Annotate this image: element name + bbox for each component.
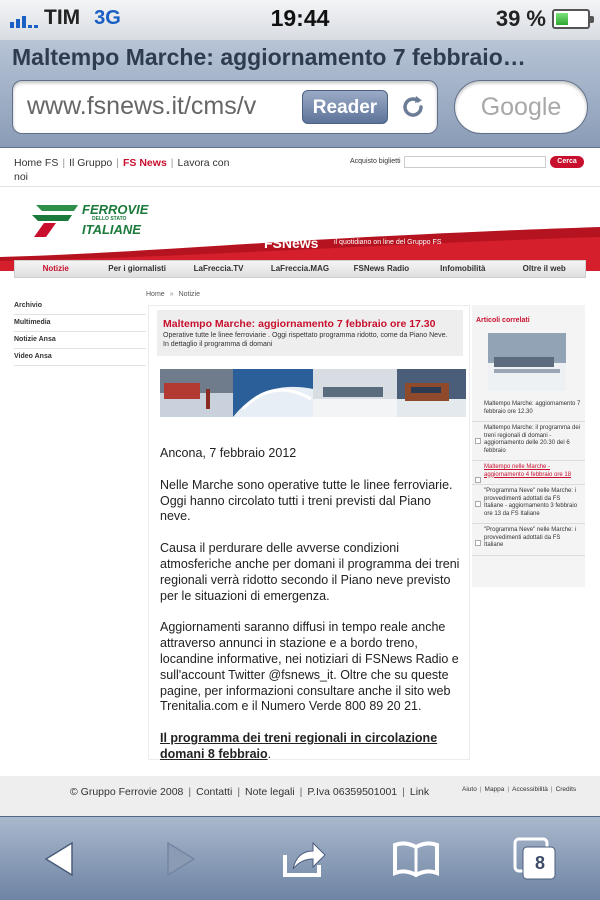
sidebar-item-notizie-ansa[interactable]: Notizie Ansa <box>14 332 146 349</box>
menu-notizie[interactable]: Notizie <box>42 264 69 273</box>
footer-mappa[interactable]: Mappa <box>484 786 505 793</box>
forward-button[interactable] <box>150 835 210 883</box>
menu-lafreccia-mag[interactable]: LaFreccia.MAG <box>270 264 330 273</box>
train-photo-1 <box>160 369 233 417</box>
snow-photo-3 <box>313 369 397 417</box>
buy-tickets-link[interactable]: Acquisto biglietti <box>350 158 401 165</box>
footer-link[interactable]: Link <box>409 786 430 798</box>
footer-piva: P.Iva 06359501001 <box>307 786 398 798</box>
related-item[interactable]: "Programma Neve" nelle Marche: i provvedimenti adottati da FS Italiane <box>472 524 585 556</box>
tabs-count: 8 <box>534 853 545 873</box>
main-menu <box>14 260 586 278</box>
related-item[interactable]: Maltempo nelle Marche - aggiornamento 4 febbraio ore 18 <box>472 461 585 485</box>
browser-chrome <box>0 40 600 148</box>
checkbox-icon <box>475 438 481 444</box>
site-footer <box>0 776 600 816</box>
article-paragraph-3: Aggiornamenti saranno diffusi in tempo reale anche attraverso annunci in stazione e a bordo treno, locandine informative, nei notiziari di FSNews Radio e sull'account Twitter @fsnews_it. Oltre che su queste pagine, per informazioni consultare anche il sito web Trenitalia.com e il Numero Verde 800 89 20 21. <box>160 620 459 714</box>
bookmarks-button[interactable] <box>386 835 446 883</box>
headline-box <box>157 310 463 356</box>
article-headline: Maltempo Marche: aggiornamento 7 febbraio ore 17.30 <box>163 318 436 330</box>
battery-icon <box>552 9 590 29</box>
site-search-button[interactable]: Cerca <box>550 156 584 168</box>
footer-utility-links: Aiuto | Mappa | Accessibilità | Credits <box>462 786 577 793</box>
share-icon <box>279 839 329 879</box>
top-nav-gruppo[interactable]: Il Gruppo <box>69 157 113 169</box>
top-nav: Home FS | Il Gruppo | FS News | Lavora con noi <box>14 157 230 183</box>
fsnews-logo[interactable]: FSNews <box>264 235 319 251</box>
menu-fsnews-radio[interactable]: FSNews Radio <box>353 264 410 273</box>
fsnews-tagline: il quotidiano on line del Gruppo FS <box>334 239 442 246</box>
related-title: Articoli correlati <box>476 317 530 324</box>
forward-arrow-icon <box>162 839 198 879</box>
related-item[interactable]: Maltempo Marche: aggiornamento 7 febbraio ore 12.30 <box>472 398 585 422</box>
top-nav-lavora[interactable]: Lavora con noi <box>14 157 230 183</box>
article-paragraph-2: Causa il perdurare delle avverse condizioni atmosferiche anche per domani il programma dei treni regionali verrà ridotto secondo il Piano neve previsto per le situazioni di emergenza. <box>160 541 460 603</box>
menu-lafreccia-tv[interactable]: LaFreccia.TV <box>193 264 244 273</box>
program-link[interactable]: Il programma dei treni regionali in circolazione domani 8 febbraio <box>160 731 438 761</box>
article-dateline: Ancona, 7 febbraio 2012 <box>160 446 297 460</box>
menu-infomobilita[interactable]: Infomobilità <box>440 264 486 273</box>
footer-accessibilita[interactable]: Accessibilità <box>512 786 548 793</box>
top-nav-fs-news[interactable]: FS News <box>123 157 167 169</box>
clock: 19:44 <box>270 5 330 31</box>
top-nav-home-fs[interactable]: Home FS <box>14 157 59 169</box>
page-title: Maltempo Marche: aggiornamento 7 febbraio… <box>12 44 526 70</box>
footer-main-links: © Gruppo Ferrovie 2008 | Contatti | Note legali | P.Iva 06359501001 | Link <box>70 786 430 798</box>
url-text[interactable]: www.fsnews.it/cms/v <box>27 92 257 120</box>
breadcrumb: Home » Notizie <box>146 291 200 298</box>
sidebar-item-multimedia[interactable]: Multimedia <box>14 315 146 332</box>
network-type: 3G <box>94 6 121 29</box>
tabs-button[interactable] <box>506 835 566 883</box>
brand-name-line2: ITALIANE <box>82 222 141 237</box>
reload-icon[interactable] <box>399 93 427 121</box>
web-page <box>0 148 600 816</box>
related-item[interactable]: Maltempo Marche: il programma dei treni regionali di domani - aggiornamento delle 20.30 del 6 febbraio <box>472 422 585 461</box>
reader-button[interactable]: Reader <box>302 90 388 124</box>
breadcrumb-notizie[interactable]: Notizie <box>178 291 200 298</box>
sidebar-item-video-ansa[interactable]: Video Ansa <box>14 349 146 366</box>
article-body <box>160 446 460 779</box>
related-list <box>472 398 585 556</box>
related-photo[interactable] <box>488 333 566 391</box>
footer-note-legali[interactable]: Note legali <box>245 786 295 798</box>
browser-toolbar <box>0 816 600 900</box>
footer-aiuto[interactable]: Aiuto <box>462 786 477 793</box>
checkbox-icon <box>475 477 481 483</box>
checkbox-icon <box>475 501 481 507</box>
back-arrow-icon <box>42 839 78 879</box>
battery-percentage: 39 % <box>495 6 546 31</box>
article <box>148 305 470 760</box>
related-articles <box>472 305 585 587</box>
address-bar[interactable] <box>12 80 438 134</box>
snow-photo-2 <box>233 369 313 417</box>
site-header <box>0 186 600 262</box>
article-summary: Operative tutte le linee ferroviarie . Oggi rispettato programma ridotto, come da Piano Neve. In dettaglio il programma di domani <box>163 332 448 348</box>
photo-strip <box>160 369 466 417</box>
footer-contatti[interactable]: Contatti <box>196 786 233 798</box>
sidebar-item-archivio[interactable]: Archivio <box>14 298 146 315</box>
train-photo-4 <box>397 369 466 417</box>
bookmarks-icon <box>391 839 441 879</box>
site-search-input[interactable] <box>404 156 546 168</box>
footer-copyright: © Gruppo Ferrovie 2008 <box>70 786 184 798</box>
menu-giornalisti[interactable]: Per i giornalisti <box>108 264 167 273</box>
link-tail: . <box>267 746 272 761</box>
left-sidebar <box>14 298 146 366</box>
carrier-name: TIM <box>44 6 81 29</box>
share-button[interactable] <box>274 835 334 883</box>
menu-oltre-il-web[interactable]: Oltre il web <box>522 264 566 273</box>
checkbox-icon <box>475 540 481 546</box>
breadcrumb-home[interactable]: Home <box>146 291 165 298</box>
status-bar <box>0 0 600 40</box>
brand-name-line1: FERROVIE <box>82 202 149 217</box>
footer-credits[interactable]: Credits <box>555 786 577 793</box>
brand-name-sub: DELLO STATO <box>92 216 127 222</box>
article-paragraph-1: Nelle Marche sono operative tutte le linee ferroviarie. Oggi hanno circolato tutti i treni previsti dal Piano neve. <box>160 477 453 524</box>
back-button[interactable] <box>30 835 90 883</box>
search-field[interactable]: Google <box>454 80 588 134</box>
related-item[interactable]: "Programma Neve" nelle Marche: i provvedimenti adottati da FS Italiane - aggiornamento 3 febbraio ore 13 da FS Italiane <box>472 485 585 524</box>
